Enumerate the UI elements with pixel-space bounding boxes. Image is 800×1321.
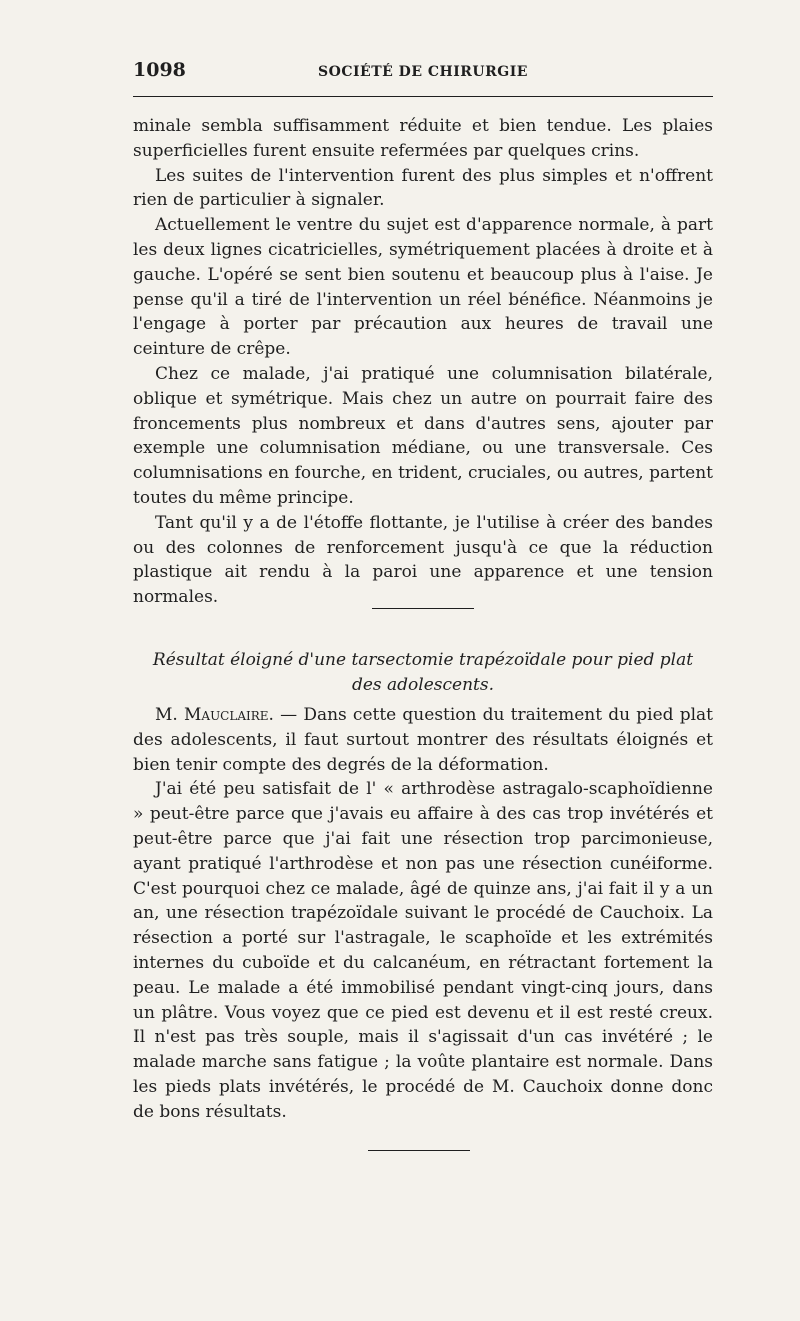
running-head: SOCIÉTÉ DE CHIRURGIE xyxy=(318,64,528,80)
section-title-line: Résultat éloigné d'une tarsectomie trapézoïdale pour pied plat xyxy=(152,650,694,670)
section-separator xyxy=(372,608,474,609)
section-title-line: des adolescents. xyxy=(351,675,495,695)
paragraph: minale sembla suffisamment réduite et bien tendue. Les plaies superficielles furent ensuite refermées par quelques crins. xyxy=(133,116,713,161)
section-title xyxy=(133,648,713,698)
end-separator xyxy=(368,1150,470,1151)
paragraph: Les suites de l'intervention furent des plus simples et n'offrent rien de particulier à signaler. xyxy=(133,165,713,211)
author-prefix: M. xyxy=(155,705,184,725)
header-rule xyxy=(133,96,713,97)
paragraph: Tant qu'il y a de l'étoffe flottante, je l'utilise à créer des bandes ou des colonnes de renforcement jusqu'à ce que la réduction plastique ait rendu à la paroi une apparence et une tension normales. xyxy=(133,512,713,608)
page-header xyxy=(133,56,713,88)
paragraph-text: — Dans cette question du traitement du pied plat des adolescents, il faut surtout montrer des résultats éloignés et bien tenir compte des degrés de la déformation. xyxy=(133,705,713,775)
paragraph: Chez ce malade, j'ai pratiqué une columnisation bilatérale, oblique et symétrique. Mais chez un autre on pourrait faire des froncements plus nombreux et dans d'autres sens, ajouter par exemple une columnisation médiane, ou une transversale. Ces columnisations en fourche, en trident, cruciales, ou autres, partent toutes du même principe. xyxy=(133,363,713,508)
paragraph: Actuellement le ventre du sujet est d'apparence normale, à part les deux lignes cicatricielles, symétriquement placées à droite et à gauche. L'opéré se sent bien soutenu et beaucoup plus à l'aise. Je pense qu'il a tiré de l'intervention un réel bénéfice. Néanmoins je l'engage à porter par précaution aux heures de travail une ceinture de crêpe. xyxy=(133,215,713,360)
author-name: Mauclaire. xyxy=(184,705,274,725)
body-text-upper xyxy=(133,114,713,610)
paragraph: J'ai été peu satisfait de l' « arthrodèse astragalo-scaphoïdienne » peut-être parce que j'avais eu affaire à des cas trop invétérés et peut-être parce que j'ai fait une résection trop parcimonieuse, ayant pratiqué l'arthrodèse et non pas une résection cunéiforme. C'est pourquoi chez ce malade, âgé de quinze ans, j'ai fait il y a un an, une résection trapézoïdale suivant le procédé de Cauchoix. La résection a porté sur l'astragale, le scaphoïde et les extrémités internes du cuboïde et du calcanéum, en rétractant fortement la peau. Le malade a été immobilisé pendant vingt-cinq jours, dans un plâtre. Vous voyez que ce pied est devenu et il est resté creux. Il n'est pas très souple, mais il s'agissait d'un cas invétéré ; le malade marche sans fatigue ; la voûte plantaire est normale. Dans les pieds plats invétérés, le procédé de M. Cauchoix donne donc de bons résultats. xyxy=(133,779,713,1122)
page-number: 1098 xyxy=(133,59,186,81)
paragraph xyxy=(133,703,713,777)
body-text-lower xyxy=(133,703,713,1125)
